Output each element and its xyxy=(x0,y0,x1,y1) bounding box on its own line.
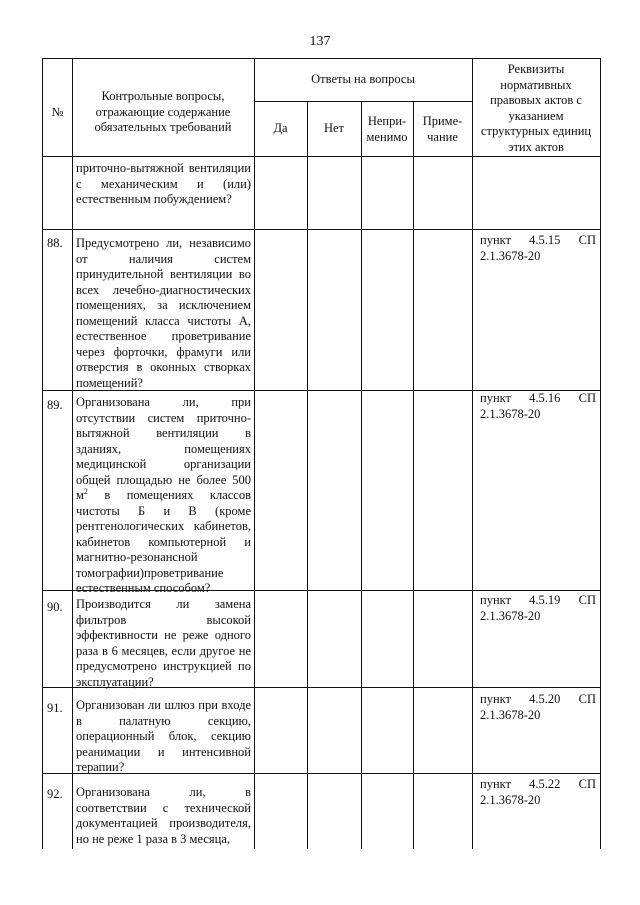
row-number: 90. xyxy=(47,600,63,614)
col-divider xyxy=(72,59,73,849)
col-divider xyxy=(307,101,308,849)
header-answers: Ответы на вопросы xyxy=(311,72,415,86)
header-not-applicable: Непри-менимо xyxy=(366,114,408,144)
row-divider xyxy=(43,156,600,157)
question-text: Организован ли шлюз при входе в палатную секцию, операционный блок, секцию реанимации и интенсивной терапии? xyxy=(76,698,251,774)
col-divider xyxy=(413,101,414,849)
row-number: 91. xyxy=(47,701,63,715)
question-text: Организована ли, при отсутствии систем приточно-вытяжной вентиляции в зданиях, помещениях медицинской организации общей площадью не более 500 $м^2$ в помещениях классов чистоты Б и В (кроме рентгенологических кабинетов, кабинетов компьютерной и магнитно-резонансной томографии)проветривание естественным способом? xyxy=(76,395,251,595)
header-question: Контрольные вопросы, отражающие содержание обязательных требований xyxy=(94,89,232,134)
legal-reference: пункт 4.5.19 СП 2.1.3678-20 xyxy=(480,593,596,623)
header-requisites: Реквизиты нормативных правовых актов с указанием структурных единиц этих актов xyxy=(480,62,592,154)
row-divider xyxy=(43,229,600,230)
page-number: 137 xyxy=(309,34,331,49)
row-number: 88. xyxy=(47,236,63,250)
question-text: Предусмотрено ли, независимо от наличия систем принудительной вентиляции во всех лечебно-диагностических помещениях, за исключением помещений класса чистоты А, естественное проветривание через форточки, фрамуги или отверстия в оконных створках помещений? xyxy=(76,236,251,390)
question-text: Производится ли замена фильтров высокой эффективности не реже одного раза в 6 месяцев, если другое не предусмотрено инструкцией по эксплуатации? xyxy=(76,597,251,689)
row-divider xyxy=(254,101,472,102)
question-text: приточно-вытяжной вентиляции с механическим и (или) естественным побуждением? xyxy=(76,161,251,206)
legal-reference: пункт 4.5.20 СП 2.1.3678-20 xyxy=(480,692,596,722)
col-divider xyxy=(361,101,362,849)
header-note: Приме-чание xyxy=(422,114,463,144)
legal-reference: пункт 4.5.16 СП 2.1.3678-20 xyxy=(480,391,596,421)
col-divider xyxy=(472,59,473,849)
row-number: 89. xyxy=(47,398,63,412)
row-number: 92. xyxy=(47,787,63,801)
col-divider xyxy=(254,59,255,849)
legal-reference: пункт 4.5.15 СП 2.1.3678-20 xyxy=(480,233,596,263)
checklist-table xyxy=(42,58,601,849)
header-num: № xyxy=(51,105,64,119)
legal-reference: пункт 4.5.22 СП 2.1.3678-20 xyxy=(480,777,596,807)
header-no: Нет xyxy=(323,121,345,135)
header-yes: Да xyxy=(273,121,288,135)
question-text: Организована ли, в соответствии с технической документацией производителя, но не реже 1 раза в 3 месяца, xyxy=(76,785,251,846)
